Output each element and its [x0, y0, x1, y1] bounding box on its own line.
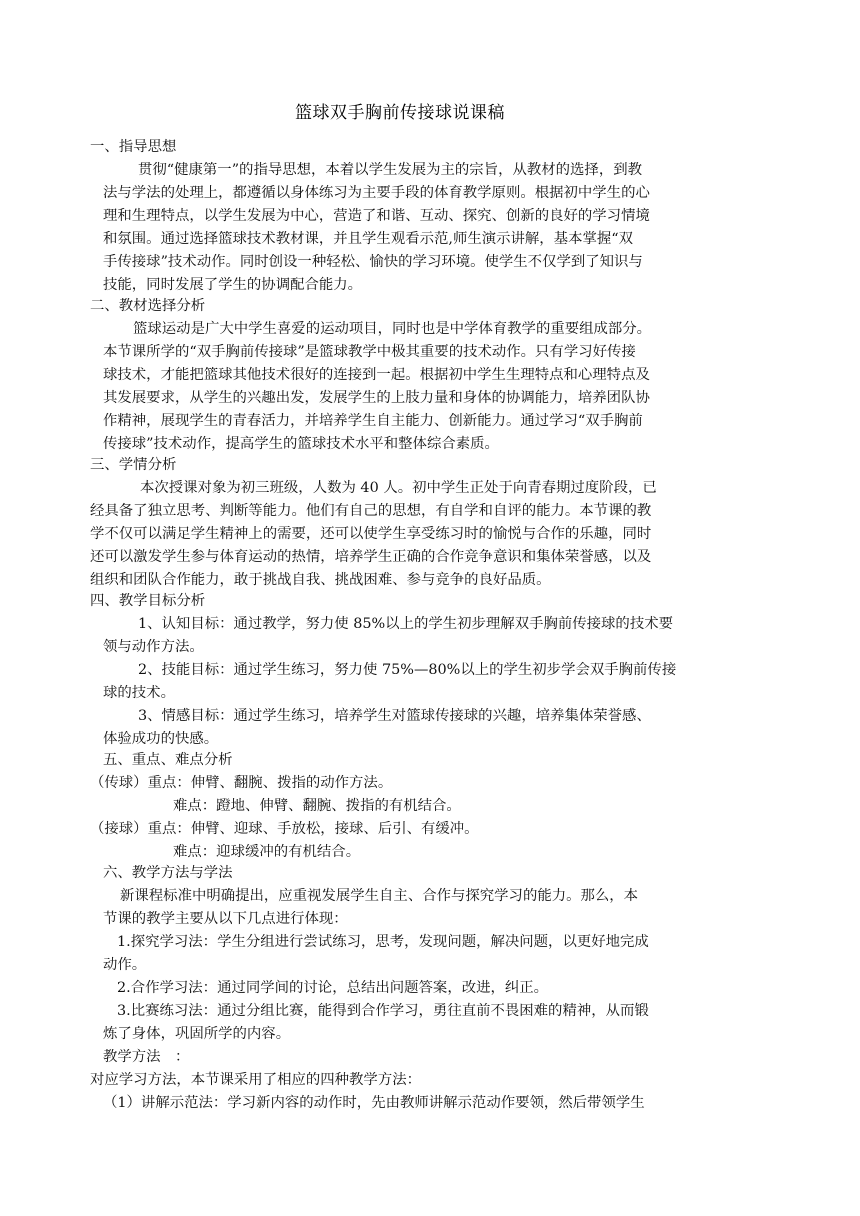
paragraph-line: 对应学习方法，本节课采用了相应的四种教学方法： [90, 1072, 421, 1088]
paragraph-line: 和氛围。通过选择篮球技术教材课，并且学生观看示范,师生演示讲解，基本掌握“双 [103, 231, 633, 247]
paragraph-line: （接球）重点：伸臂、迎球、手放松，接球、后引、有缓冲。 [90, 821, 479, 837]
paragraph-line: 3.比赛练习法：通过分组比赛，能得到合作学习，勇往直前不畏困难的精神，从而锻 [117, 1003, 649, 1019]
paragraph-line: 领与动作方法。 [103, 639, 204, 655]
heading-key-points: 五、重点、难点分析 [103, 752, 233, 768]
heading-material-analysis: 二、教材选择分析 [90, 298, 206, 314]
paragraph-line: 难点：蹬地、伸臂、翻腕、拨指的有机结合。 [173, 798, 461, 814]
paragraph-line: 组织和团队合作能力，敢于挑战自我、挑战困难、参与竞争的良好品质。 [90, 572, 551, 588]
paragraph-line: 本次授课对象为初三班级，人数为 40 人。初中学生正处于向青春期过度阶段，已 [140, 480, 657, 496]
paragraph-line: 贯彻“健康第一”的指导思想，本着以学生发展为主的宗旨，从教材的选择，到教 [138, 162, 642, 178]
paragraph-line: 本节课所学的“双手胸前传接球”是篮球教学中极其重要的技术动作。只有学习好传接 [103, 344, 636, 360]
paragraph-line: 新课程标准中明确提出，应重视发展学生自主、合作与探究学习的能力。那么，本 [120, 888, 639, 904]
paragraph-line: 篮球运动是广大中学生喜爱的运动项目，同时也是中学体育教学的重要组成部分。 [133, 321, 652, 337]
paragraph-line: 作精神，展现学生的青春活力，并培养学生自主能力、创新能力。通过学习“双手胸前 [103, 413, 643, 429]
paragraph-line: 2.合作学习法：通过同学间的讨论，总结出问题答案，改进，纠正。 [117, 980, 549, 996]
document-title: 篮球双手胸前传接球说课稿 [295, 103, 505, 123]
heading-methods: 六、教学方法与学法 [103, 865, 233, 881]
paragraph-line: 技能，同时发展了学生的协调配合能力。 [103, 277, 363, 293]
paragraph-line: 学不仅可以满足学生精神上的需要，还可以使学生享受练习时的愉悦与合作的乐趣，同时 [90, 526, 652, 542]
paragraph-line: 难点：迎球缓冲的有机结合。 [173, 844, 361, 860]
paragraph-line: （传球）重点：伸臂、翻腕、拨指的动作方法。 [90, 775, 393, 791]
paragraph-line: 法与学法的处理上，都遵循以身体练习为主要手段的体育教学原则。根据初中学生的心 [103, 185, 650, 201]
paragraph-line: 1.探究学习法：学生分组进行尝试练习，思考，发现问题，解决问题，以更好地完成 [117, 934, 649, 950]
paragraph-line: 炼了身体，巩固所学的内容。 [103, 1026, 291, 1042]
paragraph-line: 体验成功的快感。 [103, 731, 219, 747]
heading-teaching-goals: 四、教学目标分析 [90, 593, 206, 609]
paragraph-line: 其发展要求，从学生的兴趣出发，发展学生的上肢力量和身体的协调能力，培养团队协 [103, 390, 650, 406]
paragraph-line: 3、情感目标：通过学生练习，培养学生对篮球传接球的兴趣，培养集体荣誉感、 [138, 708, 651, 724]
heading-student-analysis: 三、学情分析 [90, 457, 177, 473]
paragraph-line: 动作。 [103, 957, 147, 973]
paragraph-line: 2、技能目标：通过学生练习，努力使 75%—80%以上的学生初步学会双手胸前传接 [138, 662, 677, 678]
paragraph-line: 球的技术。 [103, 685, 175, 701]
paragraph-line: （1）讲解示范法：学习新内容的动作时，先由教师讲解示范动作要领，然后带领学生 [103, 1095, 645, 1111]
paragraph-line: 理和生理特点，以学生发展为中心，营造了和谐、互动、探究、创新的良好的学习情境 [103, 208, 650, 224]
heading-guiding-ideology: 一、指导思想 [90, 139, 177, 155]
paragraph-line: 还可以激发学生参与体育运动的热情，培养学生正确的合作竞争意识和集体荣誉感，以及 [90, 549, 652, 565]
subheading-teaching-method: 教学方法 ： [103, 1049, 190, 1065]
paragraph-line: 节课的教学主要从以下几点进行体现： [103, 911, 348, 927]
paragraph-line: 球技术，才能把篮球其他技术很好的连接到一起。根据初中学生生理特点和心理特点及 [103, 367, 650, 383]
paragraph-line: 1、认知目标：通过教学，努力使 85%以上的学生初步理解双手胸前传接球的技术要 [138, 616, 673, 632]
paragraph-line: 手传接球”技术动作。同时创设一种轻松、愉快的学习环境。使学生不仅学到了知识与 [103, 254, 643, 270]
paragraph-line: 传接球”技术动作，提高学生的篮球技术水平和整体综合素质。 [103, 436, 499, 452]
paragraph-line: 经具备了独立思考、判断等能力。他们有自己的思想，有自学和自评的能力。本节课的教 [90, 503, 652, 519]
